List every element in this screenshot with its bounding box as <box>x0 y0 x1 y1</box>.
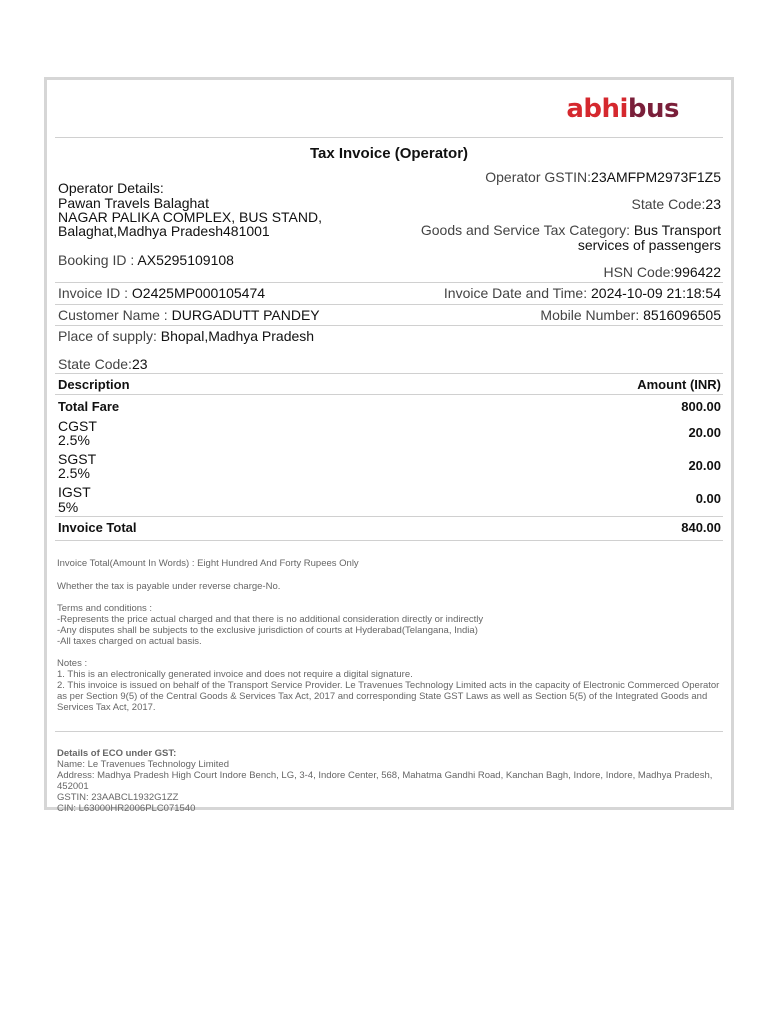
tax-rate: 2.5% <box>58 432 90 448</box>
divider <box>55 540 723 541</box>
divider <box>55 373 723 374</box>
mobile-number: Mobile Number: 8516096505 <box>540 307 721 323</box>
invoice-id: Invoice ID : O2425MP000105474 <box>58 285 266 301</box>
operator-gstin: Operator GSTIN:23AMFPM2973F1Z5 <box>485 169 721 185</box>
operator-address-line2: Balaghat,Madhya Pradesh481001 <box>58 223 270 239</box>
reverse-charge: Whether the tax is payable under reverse charge-No. <box>57 581 281 592</box>
divider <box>55 137 723 138</box>
customer-state-code: State Code:23 <box>58 356 148 372</box>
eco-name: Name: Le Travenues Technology Limited <box>57 759 229 770</box>
terms-line: -Represents the price actual charged and that there is no additional consideration directly or indirectly <box>57 614 484 625</box>
total-fare-label: Total Fare <box>58 399 120 414</box>
eco-address: Address: Madhya Pradesh High Court Indore Bench, LG, 3-4, Indore Center, 568, Mahatma Gandhi Road, Kanchan Bagh, Indore, Indore, Madhya Pradesh, 452001 <box>57 770 713 792</box>
hsn-code: HSN Code:996422 <box>603 264 721 280</box>
notes-line: 2. This invoice is issued on behalf of the Transport Service Provider. Le Travenues Technology Limited acts in the capacity of Electronic Commerced Operator as per Section 9(5) of the Central Goods & Services Tax Act, 2017 and corresponding State GST Laws as well as Section 5(5) of the Integrated Goods and Services Tax Act, 2017. <box>57 680 720 713</box>
operator-address-line1: NAGAR PALIKA COMPLEX, BUS STAND, <box>58 209 322 225</box>
divider <box>55 731 723 732</box>
tax-amount: 0.00 <box>695 491 721 506</box>
abhibus-logo: abhibus <box>566 94 679 124</box>
tax-name: IGST <box>58 484 91 500</box>
tax-rate: 2.5% <box>58 465 90 481</box>
terms-line: -All taxes charged on actual basis. <box>57 636 202 647</box>
tax-amount: 20.00 <box>688 425 721 440</box>
divider <box>55 516 723 517</box>
eco-gstin: GSTIN: 23AABCL1932G1ZZ <box>57 792 179 803</box>
invoice-date: Invoice Date and Time: 2024-10-09 21:18:54 <box>443 285 721 301</box>
tax-name: SGST <box>58 451 97 467</box>
notes-line: 1. This is an electronically generated invoice and does not require a digital signature. <box>57 669 413 680</box>
amount-in-words: Invoice Total(Amount In Words) : Eight Hundred And Forty Rupees Only <box>57 558 359 569</box>
place-of-supply: Place of supply: Bhopal,Madhya Pradesh <box>58 328 315 344</box>
invoice-frame <box>44 77 734 814</box>
eco-cin: CIN: L63000HR2006PLC071540 <box>57 803 196 814</box>
divider <box>55 304 723 305</box>
operator-name: Pawan Travels Balaghat <box>58 195 209 211</box>
divider <box>55 394 723 395</box>
invoice-total-amount: 840.00 <box>681 520 721 535</box>
terms-line: -Any disputes shall be subjects to the exclusive jurisdiction of courts at Hyderabad(Telangana, India) <box>57 625 478 636</box>
divider <box>55 282 723 283</box>
tax-amount: 20.00 <box>688 458 721 473</box>
operator-state-code: State Code:23 <box>631 196 721 212</box>
divider <box>55 325 723 326</box>
eco-heading: Details of ECO under GST: <box>57 748 177 759</box>
terms-heading: Terms and conditions : <box>57 603 153 614</box>
invoice-total-label: Invoice Total <box>58 520 137 535</box>
invoice-title: Tax Invoice (Operator) <box>309 145 469 162</box>
total-fare-amount: 800.00 <box>681 399 721 414</box>
gst-category: Goods and Service Tax Category: Bus Transport <box>420 222 721 238</box>
operator-details-label: Operator Details: <box>58 180 164 196</box>
customer-name: Customer Name : DURGADUTT PANDEY <box>58 307 320 323</box>
tax-rate: 5% <box>58 499 79 515</box>
col-amount: Amount (INR) <box>637 377 721 392</box>
tax-name: CGST <box>58 418 97 434</box>
col-description: Description <box>58 377 130 392</box>
notes-heading: Notes : <box>57 658 88 669</box>
booking-id: Booking ID : AX5295109108 <box>58 252 234 268</box>
gst-category-line2: services of passengers <box>577 237 721 253</box>
